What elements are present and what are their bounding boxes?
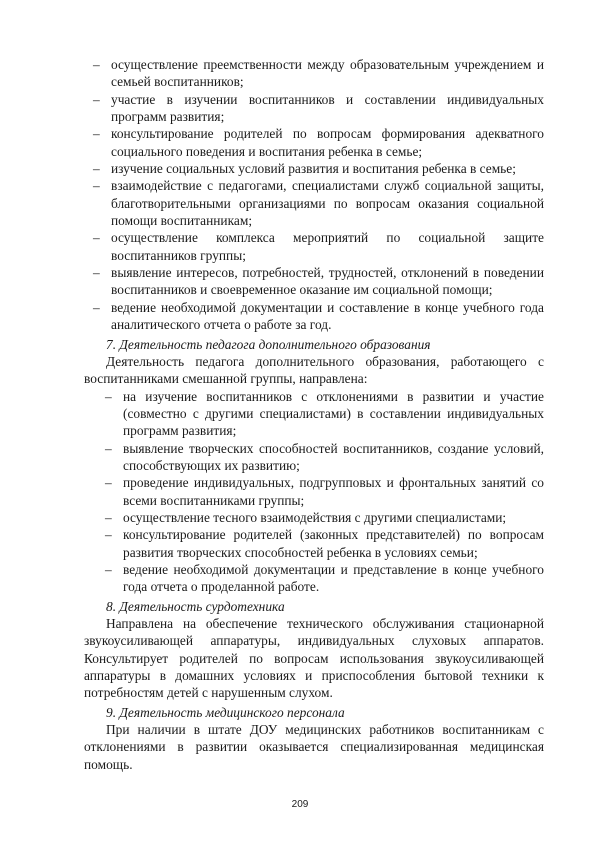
dash-bullet: –: [93, 91, 100, 107]
dash-bullet: –: [105, 388, 112, 404]
list-item: [84, 177, 544, 229]
section-heading: 9. Деятельность медицинского персонала: [106, 704, 345, 720]
page-number: 209: [291, 799, 309, 810]
list-item: [84, 56, 544, 91]
dash-bullet: –: [105, 440, 112, 456]
list-item-text: выявление творческих способностей воспитанников, создание условий, способствующих их развитию;: [123, 440, 544, 473]
list-item: [84, 299, 544, 334]
section-heading: 8. Деятельность сурдотехника: [106, 598, 285, 614]
list-item: [84, 229, 544, 264]
section-body: Направлена на обеспечение технического обслуживания стационарной звукоусиливающей аппаратуры, индивидуальных слуховых аппаратов. Консультирует родителей по вопросам использования звукоусиливающей аппаратуры в домашних условиях и приспособления бытовой техники к потребностям детей с нарушенным слухом.: [84, 616, 544, 701]
page-content: [84, 56, 544, 773]
list-item-text: выявление интересов, потребностей, трудностей, отклонений в поведении воспитанников и своевременное оказание им социальной помощи;: [111, 265, 544, 298]
dash-bullet: –: [93, 178, 100, 194]
list-item: [96, 509, 544, 526]
list-item-text: осуществление преемственности между образовательным учреждением и семьей воспитанников;: [111, 57, 544, 90]
list-item-text: на изучение воспитанников с отклонениями в развитии и участие (совместно с другими специалистами) в составлении индивидуальных программ развития;: [123, 388, 544, 439]
dash-bullet: –: [93, 265, 100, 281]
list-item-text: ведение необходимой документации и представление в конце учебного года отчета о проделанной работе.: [123, 561, 544, 595]
list-item: [84, 125, 544, 160]
list-item: [96, 474, 544, 509]
dash-bullet: –: [105, 475, 112, 491]
dash-bullet: –: [93, 57, 100, 72]
dash-bullet: –: [105, 527, 112, 543]
list-item: [84, 264, 544, 299]
dash-bullet: –: [105, 509, 112, 525]
list-item-text: взаимодействие с педагогами, специалистами служб социальной защиты, благотворительными организациями по вопросам оказания социальной помощи воспитанникам;: [111, 178, 544, 229]
list-item-text: участие в изучении воспитанников и составлении индивидуальных программ развития;: [111, 91, 544, 125]
dash-bullet: –: [105, 561, 112, 577]
list-item-text: осуществление комплекса мероприятий по социальной защите воспитанников группы;: [111, 230, 544, 263]
list-item: [84, 91, 544, 126]
section-heading: 7. Деятельность педагога дополнительного образования: [106, 336, 431, 352]
section-body: При наличии в штате ДОУ медицинских работников воспитанникам с отклонениями в развитии оказывается специализированная медицинская помощь.: [84, 722, 544, 772]
list-item: [96, 526, 544, 561]
list-item-text: ведение необходимой документации и составление в конце учебного года аналитического отчета о работе за год.: [111, 299, 544, 333]
list-item-text: проведение индивидуальных, подгрупповых и фронтальных занятий со всеми воспитанниками группы;: [123, 475, 544, 508]
list-item: [96, 561, 544, 596]
list-item: [84, 160, 544, 177]
list-item-text: консультирование родителей по вопросам формирования адекватного социального поведения и воспитания ребенка в семье;: [111, 126, 544, 159]
list-item-text: консультирование родителей (законных представителей) по вопросам развития творческих способностей ребенка в условиях семьи;: [123, 527, 544, 560]
list-item-text: изучение социальных условий развития и воспитания ребенка в семье;: [111, 161, 516, 177]
list-item: [96, 388, 544, 440]
dash-bullet: –: [93, 161, 100, 177]
dash-bullet: –: [93, 299, 100, 315]
list-item-text: осуществление тесного взаимодействия с другими специалистами;: [123, 509, 507, 525]
section-intro: Деятельность педагога дополнительного образования, работающего с воспитанниками смешанной группы, направлена:: [84, 353, 544, 387]
dash-bullet: –: [93, 126, 100, 142]
list-item: [96, 440, 544, 475]
dash-bullet: –: [93, 230, 100, 246]
